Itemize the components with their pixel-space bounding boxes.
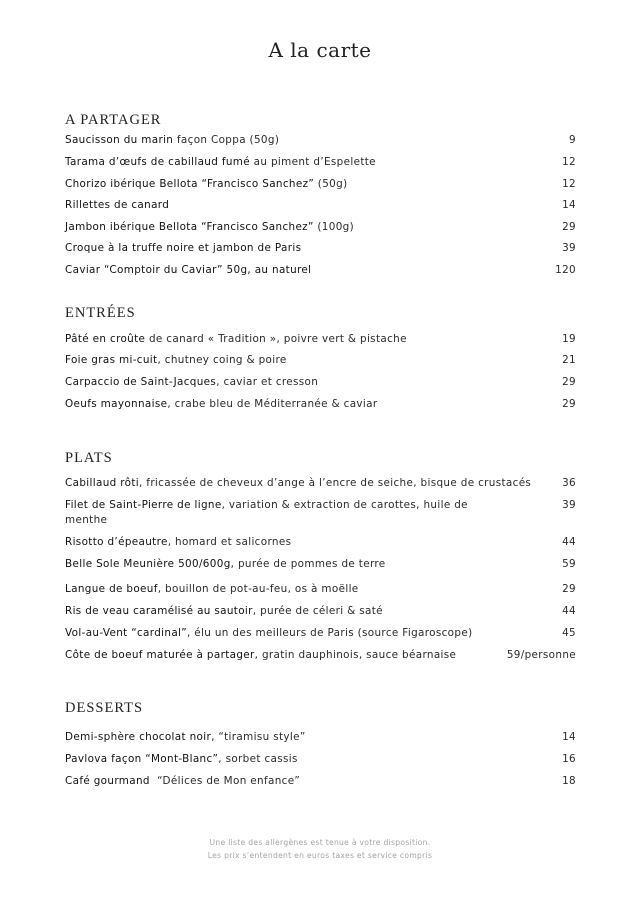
menu-item: Pâté en croûte de canard « Tradition », poivre vert & pistache 19 xyxy=(65,333,576,345)
menu-item: Tarama d’œufs de cabillaud fumé au piment d’Espelette 12 xyxy=(65,156,576,168)
menu-item: Belle Sole Meunière 500/600g, purée de pommes de terre 59 xyxy=(65,558,576,570)
menu-item: Rillettes de canard 14 xyxy=(65,199,576,211)
item-price: 29 xyxy=(562,398,576,410)
item-price: 12 xyxy=(562,156,576,168)
item-price: 29 xyxy=(562,221,576,233)
item-price: 44 xyxy=(562,605,576,617)
menu-item: Oeufs mayonnaise, crabe bleu de Méditerranée & caviar 29 xyxy=(65,398,576,410)
menu-item: Caviar “Comptoir du Caviar” 50g, au naturel 120 xyxy=(65,264,576,276)
section-title-desserts: DESSERTS xyxy=(65,700,144,716)
menu-item: Chorizo ibérique Bellota “Francisco Sanchez” (50g) 12 xyxy=(65,178,576,190)
item-price: 36 xyxy=(562,477,576,489)
item-price: 19 xyxy=(562,333,576,345)
menu-item: Pavlova façon “Mont-Blanc”, sorbet cassis 16 xyxy=(65,753,576,765)
item-price: 29 xyxy=(562,583,576,595)
menu-item: Croque à la truffe noire et jambon de Paris 39 xyxy=(65,242,576,254)
item-price: 14 xyxy=(562,199,576,211)
menu-item: Foie gras mi-cuit, chutney coing & poire 21 xyxy=(65,354,576,366)
item-price: 59 xyxy=(562,558,576,570)
item-price: 45 xyxy=(562,627,576,639)
menu-item: Café gourmand “Délices de Mon enfance” 18 xyxy=(65,775,576,787)
item-price: 29 xyxy=(562,376,576,388)
item-price: 39 xyxy=(562,499,576,511)
menu-item: Ris de veau caramélisé au sautoir, purée de céleri & saté 44 xyxy=(65,605,576,617)
section-title-plats: PLATS xyxy=(65,450,113,466)
menu-item: Jambon ibérique Bellota “Francisco Sanchez” (100g) 29 xyxy=(65,221,576,233)
item-price: 9 xyxy=(569,134,576,146)
section-title-a-partager: A PARTAGER xyxy=(65,112,162,128)
item-price: 16 xyxy=(562,753,576,765)
item-price: 21 xyxy=(562,354,576,366)
menu-item: Vol-au-Vent “cardinal”, élu un des meilleurs de Paris (source Figaroscope) 45 xyxy=(65,627,576,639)
item-price: 44 xyxy=(562,536,576,548)
menu-item: Côte de boeuf maturée à partager, gratin dauphinois, sauce béarnaise 59/personne xyxy=(65,649,576,661)
menu-item: Cabillaud rôti, fricassée de cheveux d’ange à l’encre de seiche, bisque de crustacés 36 xyxy=(65,477,576,489)
menu-item: Risotto d’épeautre, homard et salicornes 44 xyxy=(65,536,576,548)
item-price: 39 xyxy=(562,242,576,254)
menu-item: Saucisson du marin façon Coppa (50g) 9 xyxy=(65,134,576,146)
item-price: 120 xyxy=(555,264,576,276)
menu-item: Carpaccio de Saint-Jacques, caviar et cresson 29 xyxy=(65,376,576,388)
menu-item: Langue de boeuf, bouillon de pot-au-feu, os à moëlle 29 xyxy=(65,583,576,595)
menu-item: Filet de Saint-Pierre de ligne, variation & extraction de carottes, huile de menthe 39 xyxy=(65,499,576,526)
item-price: 14 xyxy=(562,731,576,743)
allergen-note: Une liste des allergènes est tenue à votre disposition. xyxy=(209,838,431,847)
menu-item: Demi-sphère chocolat noir, “tiramisu style” 14 xyxy=(65,731,576,743)
menu-title: A la carte xyxy=(268,38,372,62)
section-title-entrees: ENTRÉES xyxy=(65,305,136,321)
item-price: 18 xyxy=(562,775,576,787)
item-price: 59/personne xyxy=(506,649,576,661)
item-price: 12 xyxy=(562,178,576,190)
price-note: Les prix s’entendent en euros taxes et service compris xyxy=(207,851,433,860)
footer-note xyxy=(0,836,640,862)
